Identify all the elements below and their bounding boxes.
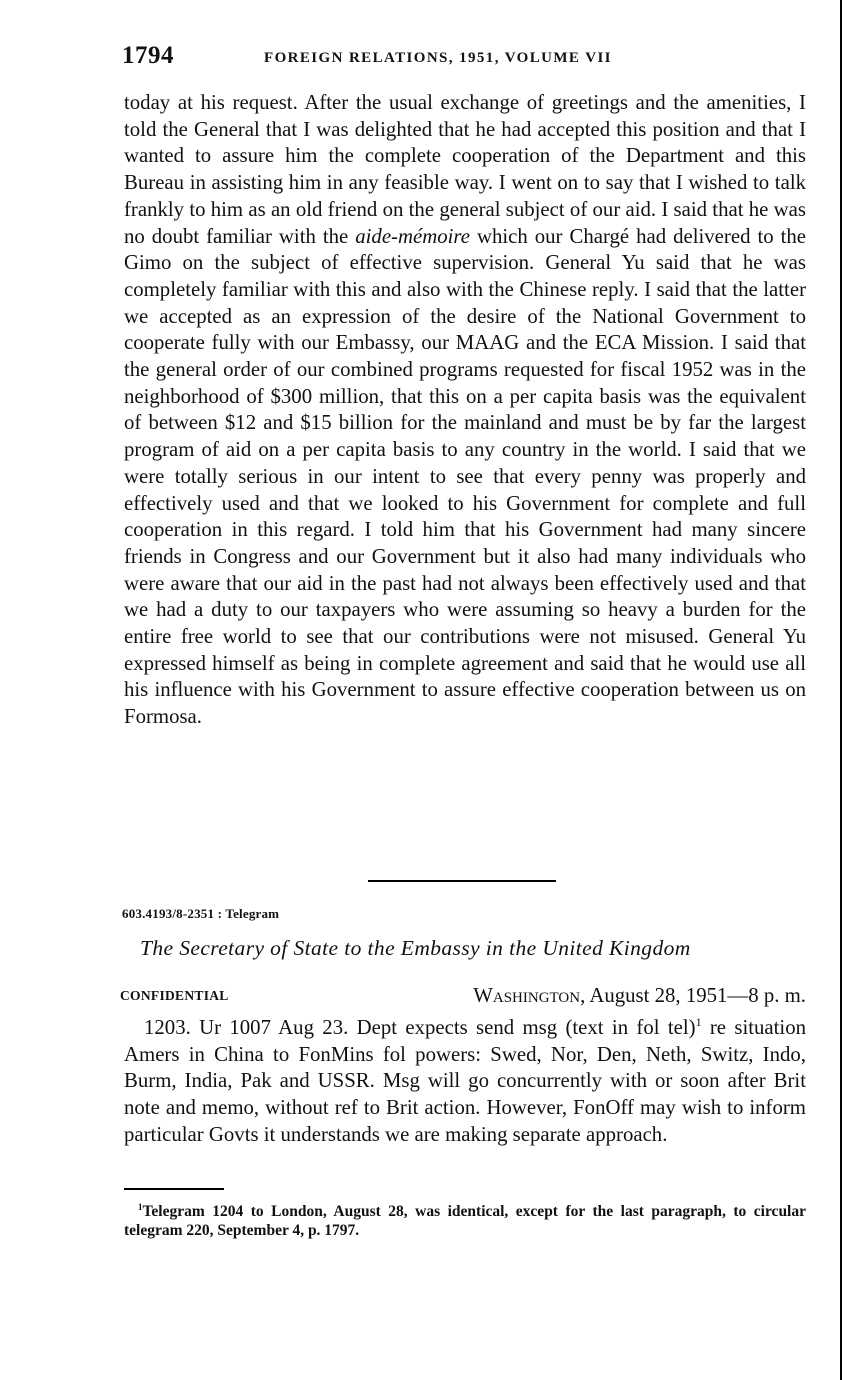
footnote (124, 1202, 806, 1240)
continuation-paragraph (124, 90, 806, 731)
section-divider (368, 880, 556, 882)
dateline (473, 984, 806, 1008)
telegram-paragraph (124, 1015, 806, 1149)
footnote-marker: 1 (138, 1201, 143, 1212)
continuation-text-start: today at his request. After the usual exchange of greetings and the amenities, I told the General that I was delighted that he had accepted this position and that I wanted to assure him the complete cooperation of the Department and this Bureau in assisting him in any feasible way. I went on to say that I wished to talk frankly to him as an old friend on the general subject of our aid. I said that he was no doubt familiar with the (124, 91, 806, 248)
continuation-text-end: which our Chargé had delivered to the Gimo on the subject of effective supervision. General Yu said that he was completely familiar with this and also with the Chinese reply. I said that the latter we accepted as an expression of the desire of the National Government to cooperate fully with our Embassy, our MAAG and the ECA Mission. I said that the general order of our combined programs requested for fiscal 1952 was in the neighborhood of $300 million, that this on a per capita basis was the equivalent of between $12 and $15 billion for the mainland and must be by far the largest program of aid on a per capita basis to any country in the world. I said that we were totally serious in our intent to see that every penny was properly and effectively used and that we looked to his Government for complete and full cooperation in this regard. I told him that his Government had many sincere friends in Congress and our Government but it also had many individuals who were aware that our aid in the past had not always been effectively used and that we had a duty to our taxpayers who were assuming so heavy a burden for the entire free world to see that our contributions were not misused. General Yu expressed himself as being in complete agreement and said that he would use all his influence with his Government to assure effective cooperation between us on Formosa. (124, 224, 806, 729)
classification-label: CONFIDENTIAL (120, 988, 229, 1003)
footnote-reference: 1 (695, 1015, 702, 1030)
running-head: FOREIGN RELATIONS, 1951, VOLUME VII (264, 50, 612, 66)
document-title: The Secretary of State to the Embassy in the United Kingdom (140, 936, 691, 960)
dateline-place: Washington (473, 984, 581, 1007)
footnote-divider (124, 1188, 224, 1190)
telegram-text-start: 1203. Ur 1007 Aug 23. Dept expects send msg (text in fol tel) (144, 1016, 696, 1039)
footnote-text: Telegram 1204 to London, August 28, was identical, except for the last paragraph, to circular telegram 220, September 4, p. 1797. (124, 1203, 806, 1239)
file-reference: 603.4193/8-2351 : Telegram (122, 906, 280, 921)
telegram-text-end: re situation Amers in China to FonMins fol powers: Swed, Nor, Den, Neth, Switz, Indo, Burm, India, Pak and USSR. Msg will go concurrently with or soon after Brit note and memo, without ref to Brit action. However, FonOff may wish to inform particular Govts it understands we are making separate approach. (124, 1016, 806, 1146)
italic-term: aide-mémoire (355, 224, 470, 248)
page-number: 1794 (122, 42, 174, 69)
page-header (122, 42, 806, 74)
page-edge-line (840, 0, 842, 1380)
dateline-date: , August 28, 1951—8 p. m. (580, 984, 806, 1007)
